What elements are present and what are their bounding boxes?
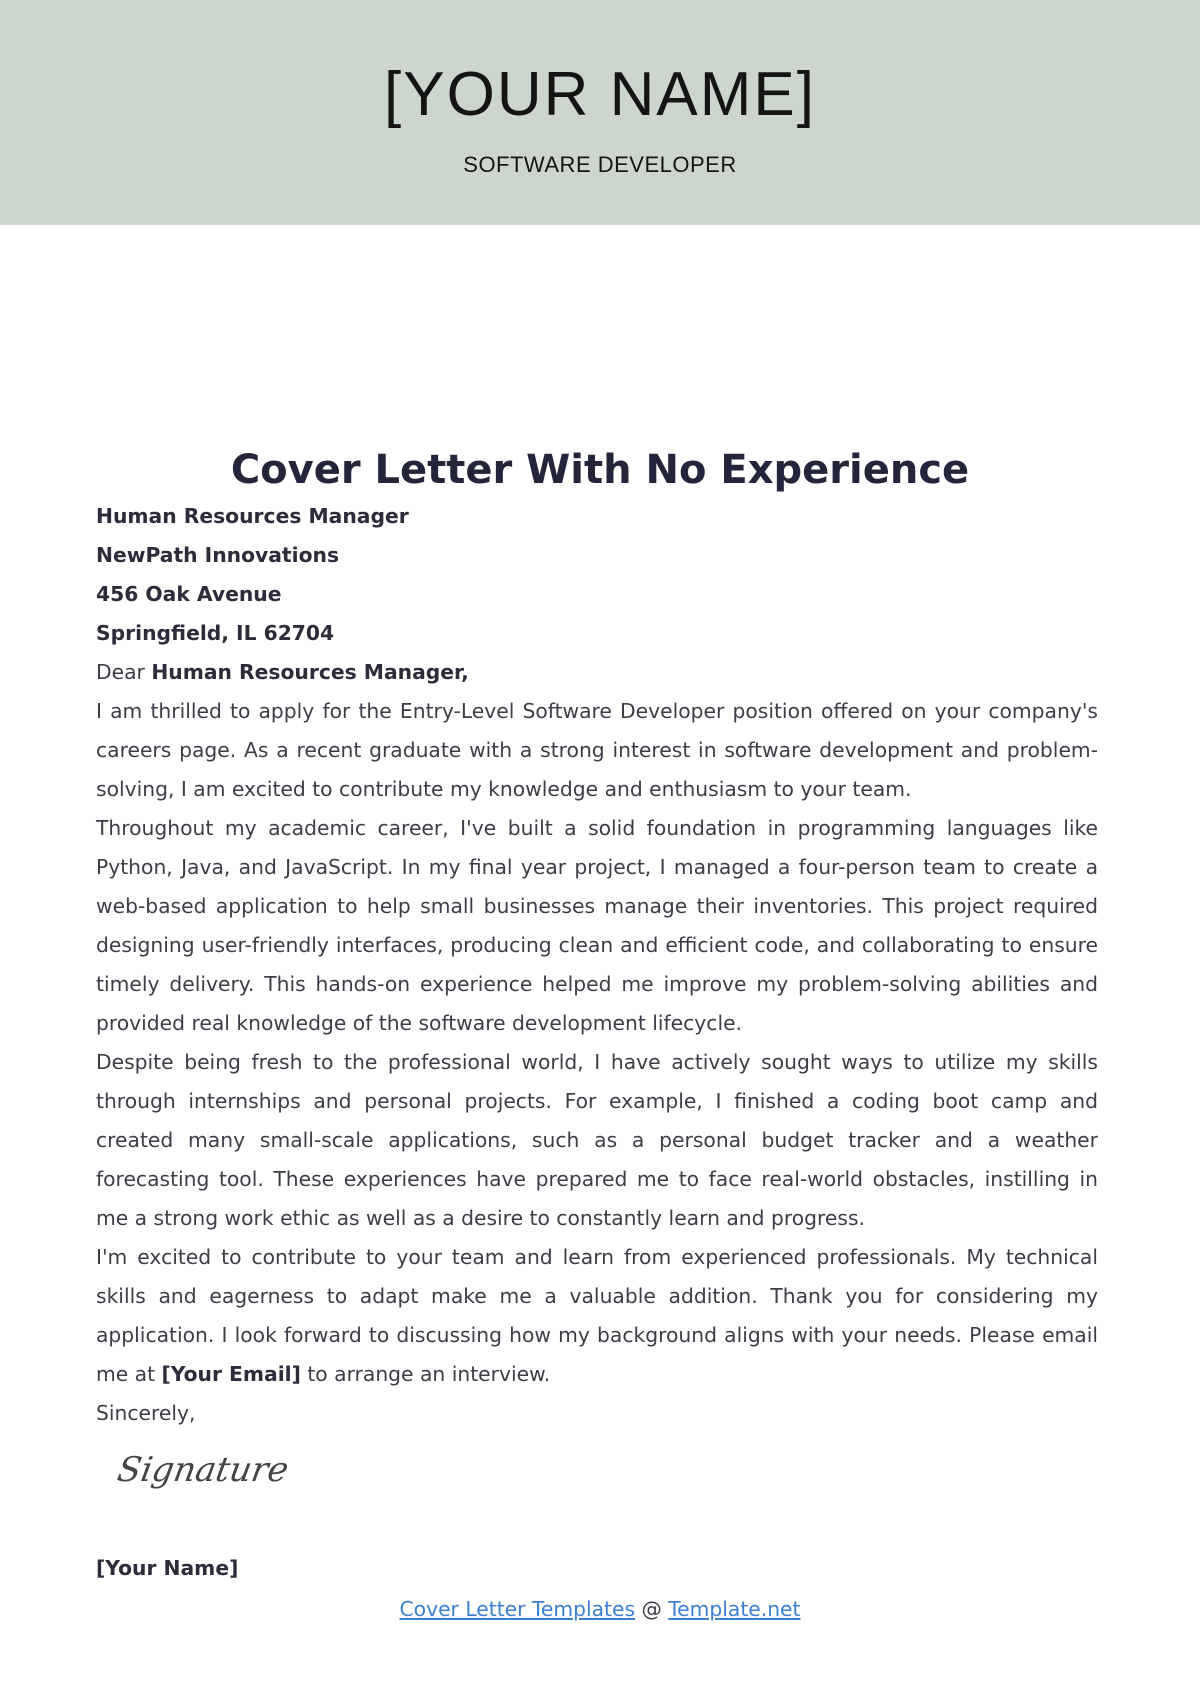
signature: Signature (114, 1450, 292, 1490)
closing-text-end: to arrange an interview. (307, 1362, 551, 1386)
recipient-company: NewPath Innovations (96, 543, 340, 567)
job-title: SOFTWARE DEVELOPER (463, 152, 737, 177)
document-title: Cover Letter With No Experience (230, 447, 970, 493)
valediction: Sincerely, (96, 1401, 196, 1425)
salutation-prefix: Dear (96, 660, 145, 684)
header-band (0, 0, 1200, 225)
closing-text-start: I'm excited to contribute to your team and learn from experienced professionals. My technical skills and eagerness to adapt make me a valuable addition. Thank you for considering my application. I look forward to discussing how my background aligns with your needs. Please email me at (96, 1245, 1098, 1386)
paragraph-intro: I am thrilled to apply for the Entry-Level Software Developer position offered on your company's careers page. As a recent graduate with a strong interest in software development and problem-solving, I am excited to contribute my knowledge and enthusiasm to your team. (96, 699, 1098, 801)
letter-body (96, 497, 1098, 1433)
template-net-link[interactable]: Template.net (668, 1597, 801, 1621)
applicant-name: [YOUR NAME] (384, 60, 816, 129)
paragraph-experience: Despite being fresh to the professional world, I have actively sought ways to utilize my skills through internships and personal projects. For example, I finished a coding boot camp and created many small-scale applications, such as a personal budget tracker and a weather forecasting tool. These experiences have prepared me to face real-world obstacles, instilling in me a strong work ethic as well as a desire to constantly learn and progress. (96, 1050, 1098, 1230)
signer-name: [Your Name] (96, 1556, 239, 1580)
paragraph-academic: Throughout my academic career, I've built a solid foundation in programming languages like Python, Java, and JavaScript. In my final year project, I managed a four-person team to create a web-based application to help small businesses manage their inventories. This project required designing user-friendly interfaces, producing clean and efficient code, and collaborating to ensure timely delivery. This hands-on experience helped me improve my problem-solving abilities and provided real knowledge of the software development lifecycle. (96, 816, 1098, 1035)
salutation-name: Human Resources Manager, (151, 660, 469, 684)
cover-letter-templates-link[interactable]: Cover Letter Templates (399, 1597, 636, 1621)
paragraph-closing (96, 1238, 1098, 1394)
email-placeholder: [Your Email] (161, 1362, 301, 1386)
salutation (96, 653, 1098, 692)
footer (0, 1597, 1200, 1621)
footer-separator: @ (641, 1597, 662, 1621)
recipient-city: Springfield, IL 62704 (96, 621, 335, 645)
recipient-street: 456 Oak Avenue (96, 582, 282, 606)
recipient-title: Human Resources Manager (96, 504, 409, 528)
